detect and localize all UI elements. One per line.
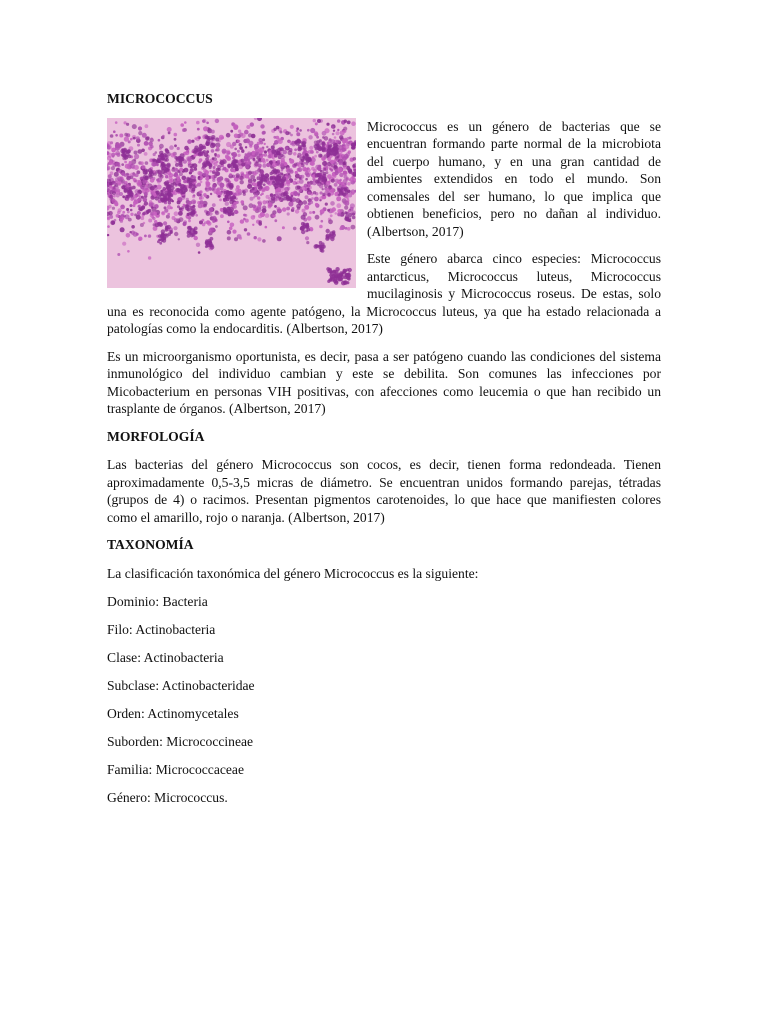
- document-body: [107, 90, 661, 817]
- taxonomy-item-clase: Clase: Actinobacteria: [107, 649, 224, 665]
- intro-paragraph-1: Micrococcus es un género de bacterias que se encuentran formando parte normal de la microbiota del cuerpo humano, y en una gran cantidad de ambientes extendidos en todo el mundo. Son comensales del ser humano, lo que implica que obtienen beneficios, pero no dañan al individuo. (Albertson, 2017): [367, 118, 661, 239]
- taxonomy-item-orden: Orden: Actinomycetales: [107, 705, 239, 721]
- taxonomia-heading: TAXONOMÍA: [107, 537, 194, 552]
- taxonomy-item-genero: Género: Micrococcus.: [107, 789, 228, 805]
- taxonomy-item-dominio: Dominio: Bacteria: [107, 593, 208, 609]
- morfologia-paragraph: Las bacterias del género Micrococcus son cocos, es decir, tienen forma redondeada. Tienen aproximadamente 0,5-3,5 micras de diámetro. Se encuentran unidos formando parejas, tétradas (grupos de 4) o racimos. Presentan pigmentos carotenoides, lo que hace que manifiesten colores como el amarillo, rojo o naranja. (Albertson, 2017): [107, 457, 661, 525]
- morfologia-heading: MORFOLOGÍA: [107, 428, 205, 444]
- micrograph-svg: [107, 118, 356, 288]
- intro-paragraph-3: Es un microorganismo oportunista, es decir, pasa a ser patógeno cuando las condiciones del sistema inmunológico del individuo cambian y este se debilita. Son comunes las infecciones por Micobacterium en personas VIH positivas, con afecciones como leucemia o que han recibido un trasplante de órganos. (Albertson, 2017): [107, 348, 661, 416]
- taxonomy-item-familia: Familia: Micrococcaceae: [107, 761, 244, 777]
- taxonomy-item-suborden: Suborden: Micrococcineae: [107, 733, 254, 749]
- intro-paragraph-2: Este género abarca cinco especies: Micrococcus antarcticus, Micrococcus luteus, Micrococcus mucilaginosis y Micrococcus roseus. De estas, solo una es reconocida como agente patógeno, la Micrococcus luteus, ya que ha estado relacionada a patologías como la endocarditis. (Albertson, 2017): [107, 251, 661, 336]
- taxonomy-item-filo: Filo: Actinobacteria: [107, 621, 216, 637]
- document-title: MICROCOCCUS: [107, 91, 213, 106]
- taxonomia-intro: La clasificación taxonómica del género Micrococcus es la siguiente:: [107, 565, 479, 581]
- taxonomy-item-subclase: Subclase: Actinobacteridae: [107, 677, 255, 693]
- micrococcus-micrograph-image: [107, 118, 356, 288]
